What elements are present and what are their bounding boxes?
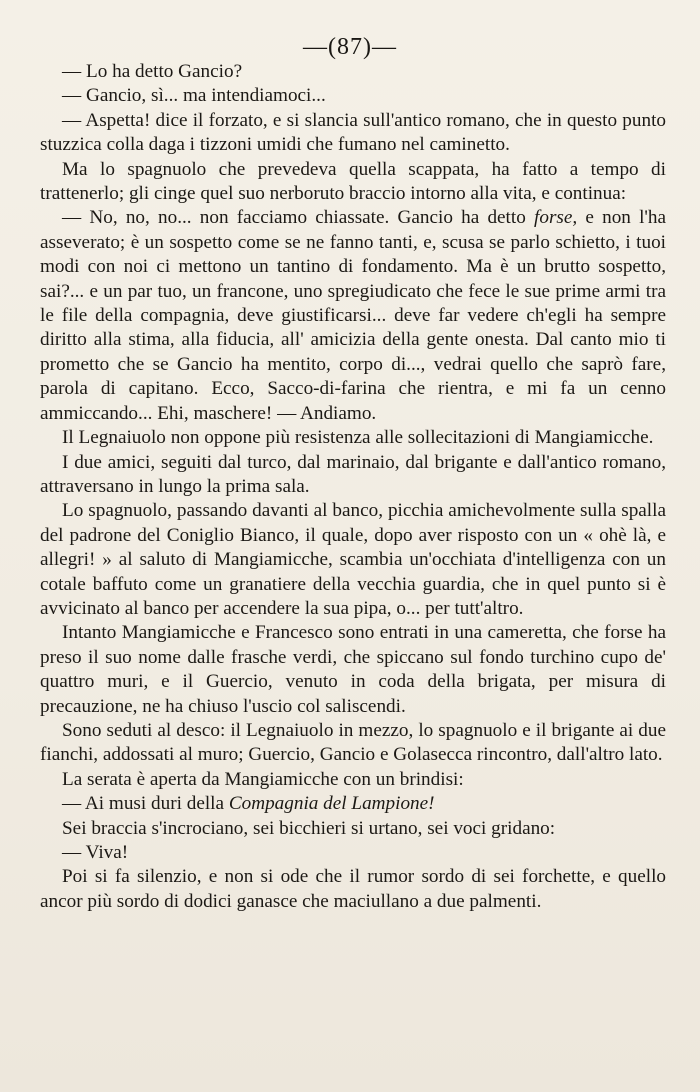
text-run: — Lo ha detto Gancio? [62, 61, 243, 82]
body-text [40, 60, 666, 914]
text-run: — Viva! [62, 842, 129, 863]
text-run: e non l'ha asseverato; è un sospetto come se ne fanno tanti, e, scusa se parlo schietto, i tuoi modi con noi ci mettono un tantino di fondamento. Ma è un brutto sospetto, sai?... e un par tuo, un francone, uno spregiudicato che fece le sue prime armi tra le file della compagnia, deve giustificarsi... deve far vedere ch'egli ha sempre diritto alla stima, alla fiducia, all' amicizia della gente onesta. Dal canto mio ti prometto che se Gancio ha mentito, corpo di..., vedrai quello che saprò fare, parola di capitano. Ecco, Sacco-di-farina che rientra, e mi fa un cenno ammiccando... Ehi, maschere! — Andiamo. [40, 207, 666, 424]
paragraph [40, 621, 666, 719]
italic-text: Compagnia del Lampione! [228, 793, 435, 815]
paragraph [40, 841, 666, 865]
text-run: Il Legnaiuolo non oppone più resistenza alle sollecitazioni di Mangiamicche. [62, 427, 654, 449]
paragraph [40, 158, 666, 207]
text-run: Intanto Mangiamicche e Francesco sono entrati in una cameretta, che forse ha preso il suo nome dalle frasche verdi, che spiccano sul fondo turchino cupo de' quattro muri, e il Guercio, venuto in coda della brigata, per misura di precauzione, ne ha chiuso l'uscio col saliscendi. [40, 622, 666, 717]
paragraph [40, 865, 666, 914]
paragraph [40, 768, 666, 792]
page-number: —(87)— [303, 34, 397, 60]
paragraph [40, 84, 666, 108]
text-run: Poi si fa silenzio, e non si ode che il rumor sordo di sei forchette, e quello ancor più sordo di dodici ganasce che maciullano a due palmenti. [40, 866, 666, 912]
paragraph [40, 60, 666, 84]
paragraph [40, 426, 666, 450]
text-run: Sono seduti al desco: il Legnaiuolo in mezzo, lo spagnuolo e il brigante ai due fianchi, addossati al muro; Guercio, Gancio e Golasecca rincontro, dall'altro lato. [40, 719, 666, 766]
paragraph [40, 719, 666, 768]
text-run: — Ai musi duri della [62, 793, 229, 815]
text-run: Ma lo spagnuolo che prevedeva quella scappata, ha fatto a tempo di trattenerlo; gli cinge quel suo nerboruto braccio intorno alla vita, e continua: [40, 158, 666, 205]
paragraph [40, 792, 666, 816]
paragraph [40, 499, 666, 621]
italic-text: forse, [534, 207, 578, 229]
paragraph [40, 109, 666, 158]
text-run: — No, no, no... non facciamo chiassate. Gancio ha detto [62, 207, 535, 229]
text-run: Lo spagnuolo, passando davanti al banco, picchia amichevolmente sulla spalla del padrone del Coniglio Bianco, il quale, dopo aver risposto con un « ohè là, e allegri! » al saluto di Mangiamicche, scambia un'occhiata d'intelligenza con un cotale baffuto come un granatiere della vecchia guardia, che in quel punto si è avvicinato al banco per accendere la sua pipa, o... per tutt'altro. [40, 500, 666, 619]
paragraph [40, 206, 666, 426]
text-run: Sei braccia s'incrociano, sei bicchieri si urtano, sei voci gridano: [62, 817, 556, 839]
text-run: La serata è aperta da Mangiamicche con un brindisi: [62, 768, 464, 790]
text-run: I due amici, seguiti dal turco, dal marinaio, dal brigante e dall'antico romano, attraversano in lungo la prima sala. [40, 451, 666, 497]
text-run: — Gancio, sì... ma intendiamoci... [62, 85, 326, 107]
paragraph [40, 451, 666, 500]
text-run: — Aspetta! dice il forzato, e si slancia sull'antico romano, che in questo punto stuzzica colla daga i tizzoni umidi che fumano nel caminetto. [40, 109, 666, 156]
paragraph [40, 817, 666, 841]
